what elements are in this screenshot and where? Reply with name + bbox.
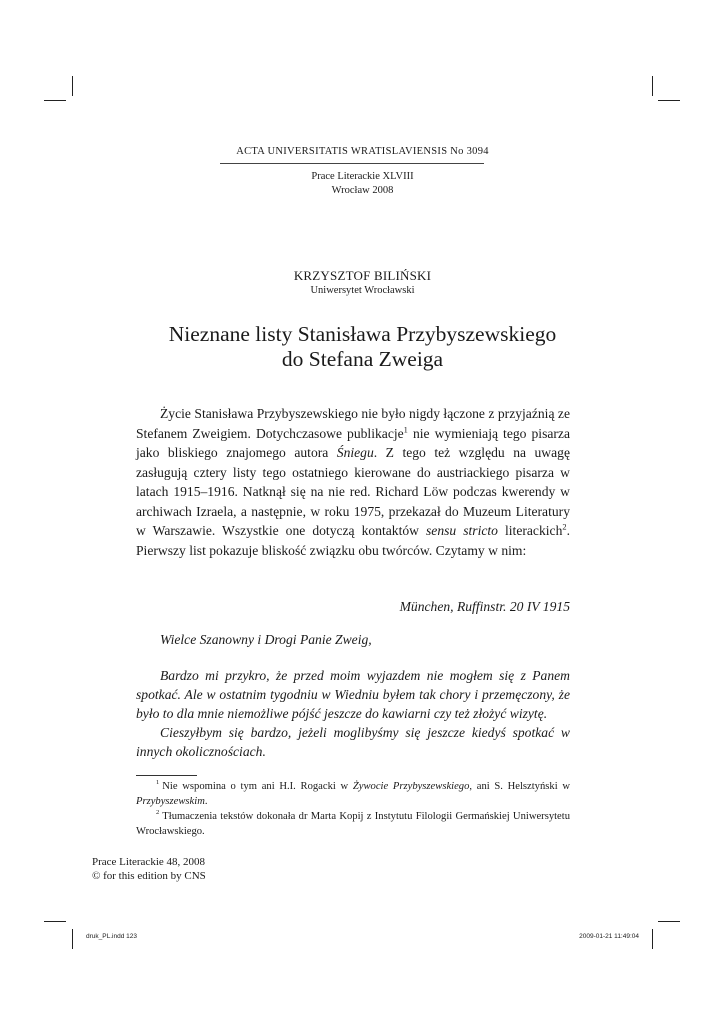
latin-phrase: sensu stricto [426, 523, 498, 538]
crop-mark [658, 100, 680, 101]
footnote-ref-2: 2 [562, 521, 567, 532]
crop-mark [72, 76, 73, 96]
letter-paragraph: Cieszyłbym się bardzo, jeżeli moglibyśmy się jeszcze kiedyś spotkać w innych okolicznościach. [136, 725, 570, 759]
slug-timestamp: 2009-01-21 11:49:04 [579, 933, 639, 940]
letter-salutation: Wielce Szanowny i Drogi Panie Zweig, [160, 632, 372, 647]
crop-mark [72, 929, 73, 949]
title-line-2: do Stefana Zweiga [281, 347, 444, 371]
crop-mark [44, 921, 66, 922]
footnote-2: $^2$ Tłumaczenia tekstów dokonała dr Marta Kopij z Instytutu Filologii Germańskiej Uniwersytetu Wrocławskiego. [136, 809, 570, 837]
book-title: Śniegu [336, 445, 374, 460]
letter-body [136, 666, 570, 761]
slug-filename: druk_PL.indd 123 [86, 933, 137, 940]
letter-paragraph: Bardzo mi przykro, że przed moim wyjazdem nie mogłem się z Panem spotkać. Ale w ostatnim tygodniu w Wiedniu byłem tak chory i przemęczony, że było to dla mnie niemożliwe pójść jeszcze do kawiarni czy też złożyć wizytę. [136, 668, 570, 721]
imprint-line-2: © for this edition by CNS [92, 869, 206, 882]
letter-place-date: München, Ruffinstr. 20 IV 1915 [399, 599, 570, 614]
crop-mark [652, 929, 653, 949]
crop-mark [658, 921, 680, 922]
article-title [0, 322, 725, 372]
footnote-rule [136, 775, 197, 776]
footnote-ref-1: 1 [403, 423, 408, 434]
author-name: KRZYSZTOF BILIŃSKI [293, 268, 432, 283]
footnote-1: $^1$ Nie wspomina o tym ani H.I. Rogacki w Żywocie Przybyszewskiego, ani S. Helsztyński w Przybyszewskim. [136, 779, 570, 807]
crop-mark [44, 100, 66, 101]
copyright-notice [92, 856, 206, 883]
body-text [136, 404, 570, 560]
header-rule [220, 163, 484, 164]
title-line-1: Nieznane listy Stanisława Przybyszewskiego [168, 322, 557, 346]
footnotes [136, 779, 570, 839]
journal-header: ACTA UNIVERSITATIS WRATISLAVIENSIS No 3094 [236, 146, 489, 157]
body-paragraph: Życie Stanisława Przybyszewskiego nie było nigdy łączone z przyjaźnią ze Stefanem Zweigiem. Dotychczasowe publikacje$^1$ nie wymieniają tego pisarza jako bliskiego znajomego autora Śniegu. Z tego też względu na uwagę zasługują cztery listy tego ostatniego kierowane do austriackiego pisarza w latach 1915–1916. Natknął się na nie red. Richard Löw podczas kwerendy w archiwach Izraela, a następnie, w roku 1975, przekazał do Muzeum Literatury w Warszawie. Wszystkie one dotyczą kontaktów sensu stricto literackich$^2$. Pierwszy list pokazuje bliskość związku obu twórców. Czytamy w nim: [136, 406, 571, 558]
place-year: Wrocław 2008 [331, 185, 394, 196]
crop-mark [652, 76, 653, 96]
author-affiliation: Uniwersytet Wrocławski [310, 285, 415, 296]
series-name: Prace Literackie XLVIII [311, 171, 414, 182]
imprint-line-1: Prace Literackie 48, 2008 [92, 856, 206, 868]
